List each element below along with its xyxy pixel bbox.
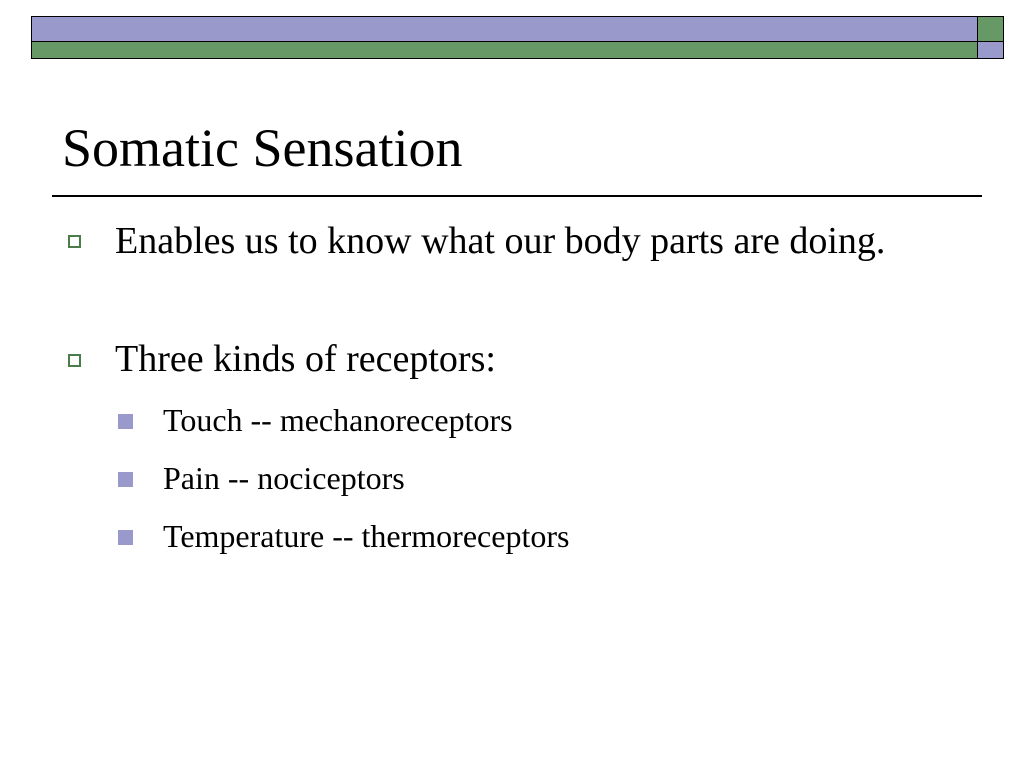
filled-square-bullet-icon [118, 414, 133, 429]
bullet-text: Enables us to know what our body parts are doing. [115, 220, 886, 262]
square-outline-bullet-icon [68, 354, 81, 367]
sub-bullet-text: Pain -- nociceptors [163, 460, 405, 496]
sub-bullet-text: Temperature -- thermoreceptors [163, 518, 570, 554]
filled-square-bullet-icon [118, 472, 133, 487]
square-outline-bullet-icon [68, 235, 81, 248]
sub-bullet-text: Touch -- mechanoreceptors [163, 402, 513, 438]
bullet-text: Three kinds of receptors: [115, 338, 496, 380]
filled-square-bullet-icon [118, 530, 133, 545]
slide-title: Somatic Sensation [62, 118, 463, 178]
